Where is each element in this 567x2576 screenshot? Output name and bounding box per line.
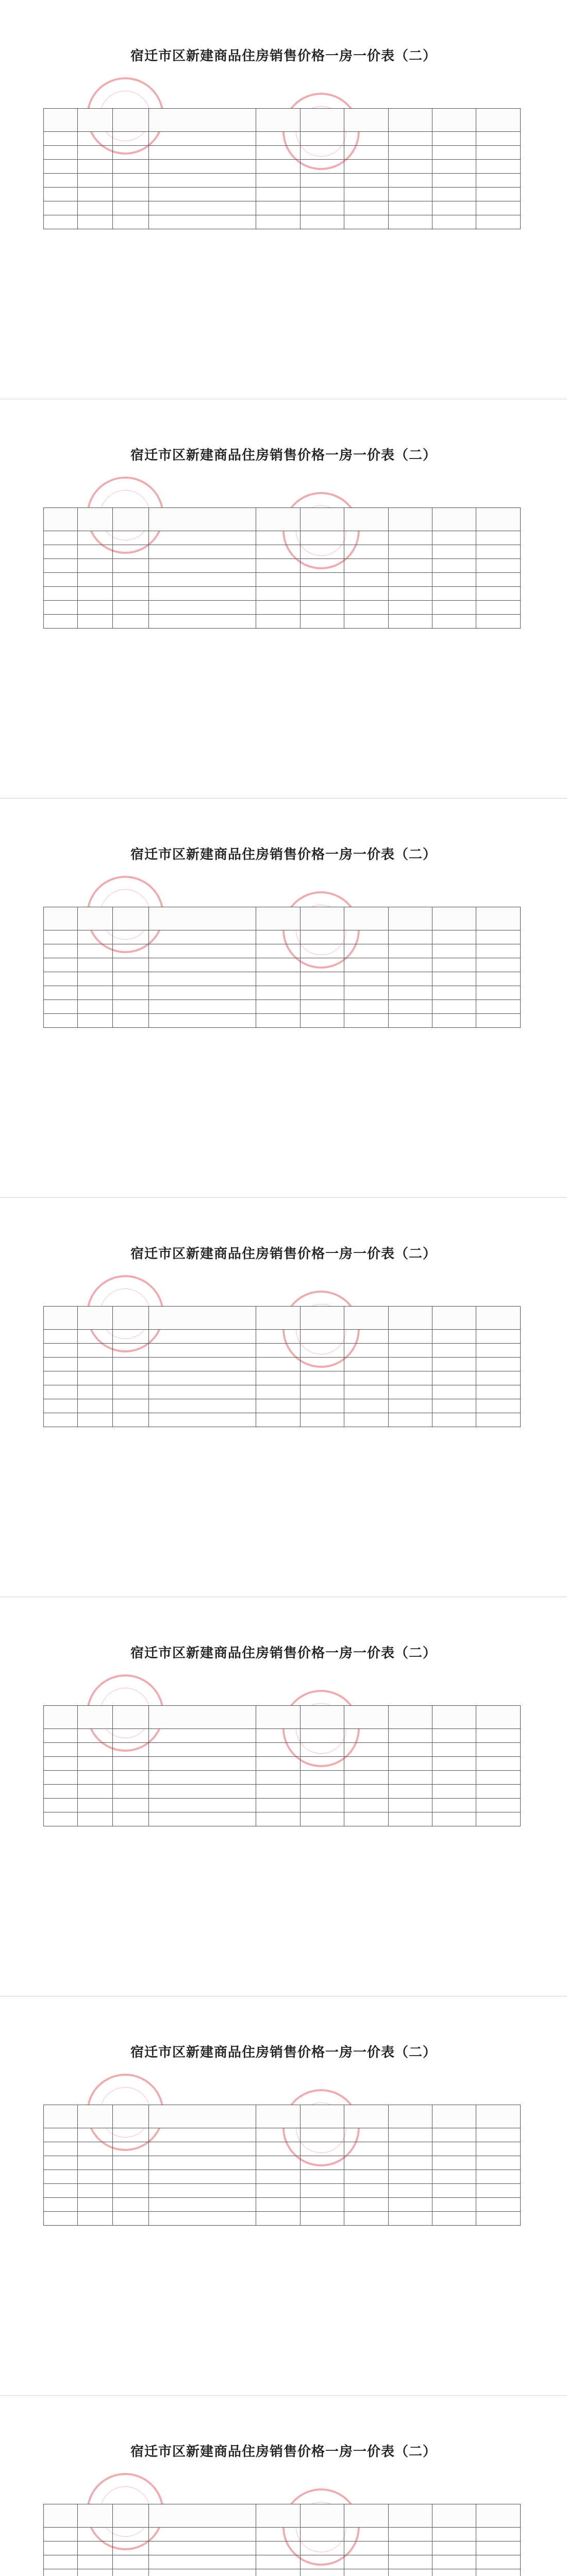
price-table bbox=[43, 1705, 521, 1826]
page-title: 宿迁市区新建商品住房销售价格一房一价表（二） bbox=[130, 448, 437, 463]
developer-line bbox=[43, 490, 229, 497]
project-info bbox=[43, 2486, 521, 2501]
col-header bbox=[432, 109, 476, 132]
date-line bbox=[253, 896, 521, 904]
table-row bbox=[44, 1358, 521, 1371]
price-list-page bbox=[0, 399, 567, 799]
table-row bbox=[44, 1344, 521, 1358]
col-header bbox=[148, 1307, 256, 1330]
table-row bbox=[44, 2555, 521, 2569]
table-row bbox=[44, 1399, 521, 1413]
table-row bbox=[44, 601, 521, 615]
table-row bbox=[44, 559, 521, 573]
col-header bbox=[388, 2504, 432, 2528]
permit-line bbox=[253, 1688, 521, 1695]
page-title: 宿迁市区新建商品住房销售价格一房一价表（二） bbox=[130, 1646, 437, 1661]
price-list-page bbox=[0, 1198, 567, 1597]
developer-line bbox=[43, 1289, 229, 1296]
table-row bbox=[44, 215, 521, 229]
col-header bbox=[77, 1706, 112, 1729]
date-line bbox=[253, 2494, 521, 2501]
col-header bbox=[112, 1706, 148, 1729]
price-table bbox=[43, 108, 521, 229]
page-title: 宿迁市区新建商品住房销售价格一房一价表（二） bbox=[130, 2045, 437, 2060]
col-header bbox=[388, 2105, 432, 2128]
table-row bbox=[44, 944, 521, 958]
col-header bbox=[256, 2504, 300, 2528]
project-line bbox=[43, 2094, 229, 2102]
table-row bbox=[44, 1812, 521, 1826]
date-line bbox=[253, 497, 521, 504]
col-header bbox=[256, 1706, 300, 1729]
col-header bbox=[344, 1307, 388, 1330]
permit-line bbox=[253, 490, 521, 497]
col-header bbox=[432, 1706, 476, 1729]
table-row bbox=[44, 2142, 521, 2156]
table-row bbox=[44, 1799, 521, 1812]
price-table bbox=[43, 1306, 521, 1427]
col-header bbox=[148, 109, 256, 132]
table-row bbox=[44, 2569, 521, 2576]
col-header bbox=[148, 1706, 256, 1729]
col-header bbox=[148, 2105, 256, 2128]
permit-line bbox=[253, 1289, 521, 1296]
table-row bbox=[44, 545, 521, 559]
project-line bbox=[43, 2494, 229, 2501]
table-row bbox=[44, 615, 521, 629]
col-header bbox=[44, 1706, 78, 1729]
developer-line bbox=[43, 91, 229, 98]
table-row bbox=[44, 587, 521, 601]
col-header bbox=[388, 508, 432, 531]
col-header bbox=[256, 907, 300, 930]
col-header bbox=[77, 2504, 112, 2528]
table-row bbox=[44, 2128, 521, 2142]
permit-line bbox=[253, 91, 521, 98]
price-list-page bbox=[0, 1996, 567, 2396]
col-header bbox=[300, 1706, 344, 1729]
col-header bbox=[344, 907, 388, 930]
col-header bbox=[256, 109, 300, 132]
table-row bbox=[44, 201, 521, 215]
col-header bbox=[432, 2504, 476, 2528]
col-header bbox=[476, 2504, 521, 2528]
col-header bbox=[300, 508, 344, 531]
table-row bbox=[44, 174, 521, 188]
col-header bbox=[112, 1307, 148, 1330]
table-row bbox=[44, 1729, 521, 1743]
table-row bbox=[44, 1785, 521, 1799]
page-title: 宿迁市区新建商品住房销售价格一房一价表（二） bbox=[130, 1246, 437, 1262]
table-row bbox=[44, 1757, 521, 1771]
table-row bbox=[44, 1000, 521, 1014]
table-row bbox=[44, 2184, 521, 2198]
col-header bbox=[388, 907, 432, 930]
table-row bbox=[44, 188, 521, 201]
col-header bbox=[300, 2105, 344, 2128]
col-header bbox=[476, 1706, 521, 1729]
table-row bbox=[44, 2541, 521, 2555]
price-table bbox=[43, 907, 521, 1028]
col-header bbox=[44, 1307, 78, 1330]
permit-line bbox=[253, 889, 521, 896]
col-header bbox=[148, 508, 256, 531]
project-info bbox=[43, 91, 521, 105]
col-header bbox=[344, 2105, 388, 2128]
col-header bbox=[44, 2504, 78, 2528]
project-line bbox=[43, 98, 229, 105]
col-header bbox=[432, 508, 476, 531]
project-info bbox=[43, 2087, 521, 2102]
col-header bbox=[388, 1706, 432, 1729]
col-header bbox=[112, 508, 148, 531]
developer-line bbox=[43, 889, 229, 896]
col-header bbox=[432, 907, 476, 930]
table-row bbox=[44, 972, 521, 986]
table-row bbox=[44, 930, 521, 944]
col-header bbox=[344, 1706, 388, 1729]
col-header bbox=[77, 2105, 112, 2128]
developer-line bbox=[43, 2486, 229, 2494]
col-header bbox=[44, 508, 78, 531]
permit-line bbox=[253, 2486, 521, 2494]
col-header bbox=[300, 109, 344, 132]
project-line bbox=[43, 497, 229, 504]
col-header bbox=[476, 907, 521, 930]
date-line bbox=[253, 2094, 521, 2102]
col-header bbox=[148, 2504, 256, 2528]
col-header bbox=[256, 1307, 300, 1330]
col-header bbox=[388, 109, 432, 132]
project-line bbox=[43, 1296, 229, 1303]
table-row bbox=[44, 2170, 521, 2184]
date-line bbox=[253, 1296, 521, 1303]
table-row bbox=[44, 2156, 521, 2170]
col-header bbox=[300, 907, 344, 930]
project-info bbox=[43, 889, 521, 904]
project-line bbox=[43, 896, 229, 904]
col-header bbox=[476, 109, 521, 132]
col-header bbox=[344, 508, 388, 531]
table-row bbox=[44, 573, 521, 587]
col-header bbox=[77, 508, 112, 531]
col-header bbox=[300, 1307, 344, 1330]
table-row bbox=[44, 160, 521, 174]
price-table bbox=[43, 2504, 521, 2576]
table-row bbox=[44, 958, 521, 972]
col-header bbox=[77, 907, 112, 930]
table-row bbox=[44, 531, 521, 545]
col-header bbox=[44, 2105, 78, 2128]
page-title: 宿迁市区新建商品住房销售价格一房一价表（二） bbox=[130, 2444, 437, 2460]
table-row bbox=[44, 2198, 521, 2212]
developer-line bbox=[43, 2087, 229, 2094]
col-header bbox=[432, 2105, 476, 2128]
price-list-page bbox=[0, 0, 567, 399]
col-header bbox=[112, 907, 148, 930]
table-row bbox=[44, 1014, 521, 1028]
project-info bbox=[43, 490, 521, 504]
col-header bbox=[112, 2504, 148, 2528]
price-table bbox=[43, 2105, 521, 2226]
col-header bbox=[476, 2105, 521, 2128]
price-list-page bbox=[0, 1597, 567, 1996]
col-header bbox=[388, 1307, 432, 1330]
table-row bbox=[44, 1771, 521, 1785]
table-row bbox=[44, 1371, 521, 1385]
project-info bbox=[43, 1289, 521, 1303]
table-row bbox=[44, 986, 521, 1000]
page-title: 宿迁市区新建商品住房销售价格一房一价表（二） bbox=[130, 847, 437, 862]
date-line bbox=[253, 98, 521, 105]
page-title: 宿迁市区新建商品住房销售价格一房一价表（二） bbox=[130, 48, 437, 64]
col-header bbox=[476, 508, 521, 531]
price-list-page bbox=[0, 2396, 567, 2576]
table-row bbox=[44, 1385, 521, 1399]
date-line bbox=[253, 1695, 521, 1702]
table-row bbox=[44, 1413, 521, 1427]
col-header bbox=[112, 109, 148, 132]
col-header bbox=[77, 1307, 112, 1330]
table-row bbox=[44, 1330, 521, 1344]
col-header bbox=[112, 2105, 148, 2128]
table-row bbox=[44, 1743, 521, 1757]
table-row bbox=[44, 146, 521, 160]
project-info bbox=[43, 1688, 521, 1702]
col-header bbox=[300, 2504, 344, 2528]
col-header bbox=[432, 1307, 476, 1330]
col-header bbox=[256, 508, 300, 531]
col-header bbox=[44, 907, 78, 930]
developer-line bbox=[43, 1688, 229, 1695]
col-header bbox=[476, 1307, 521, 1330]
table-row bbox=[44, 2212, 521, 2226]
project-line bbox=[43, 1695, 229, 1702]
table-row bbox=[44, 132, 521, 146]
col-header bbox=[148, 907, 256, 930]
price-list-page bbox=[0, 799, 567, 1198]
col-header bbox=[44, 109, 78, 132]
table-row bbox=[44, 2528, 521, 2541]
col-header bbox=[256, 2105, 300, 2128]
col-header bbox=[344, 2504, 388, 2528]
price-table bbox=[43, 507, 521, 629]
permit-line bbox=[253, 2087, 521, 2094]
col-header bbox=[77, 109, 112, 132]
col-header bbox=[344, 109, 388, 132]
